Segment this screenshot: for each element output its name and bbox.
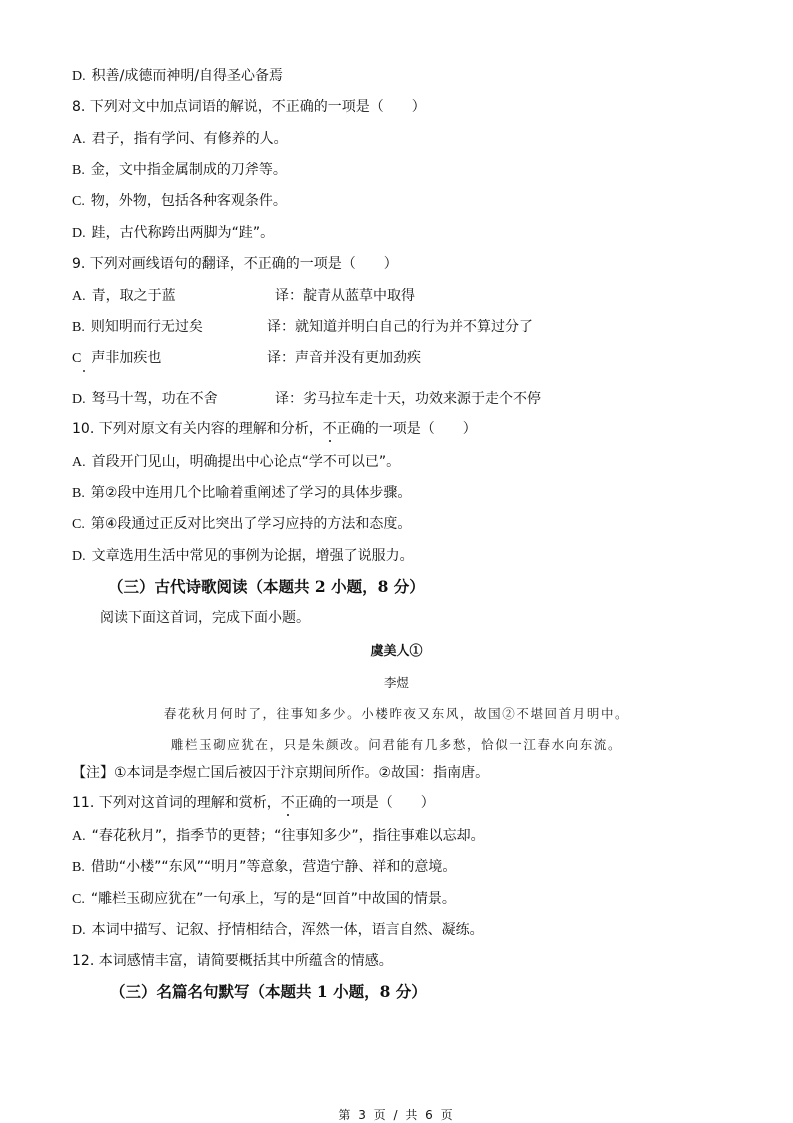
option-label: D. [72,923,86,938]
q8-option-d [72,224,274,243]
stray-dot-mark [83,370,85,372]
option-label: D. [72,549,86,564]
stem-suffix: 正确的一项是（ ） [294,795,435,811]
emphasis-dotted-char: 不 [322,421,337,437]
option-text: 跬，古代称跨出两脚为“跬”。 [91,225,275,241]
option-label: A. [72,455,86,470]
option-translation: 译：劣马拉车走十天，功效来源于走个不停 [275,391,541,407]
q11-option-c [72,890,456,909]
q10-option-c [72,515,411,534]
option-text: 第②段中连用几个比喻着重阐述了学习的具体步骤。 [90,485,412,501]
q9-stem: 9. 下列对画线语句的翻译，不正确的一项是（ ） [72,256,398,272]
stem-prefix: 11. 下列对这首词的理解和赏析， [72,795,281,811]
option-text: 驽马十驾，功在不舍 [91,391,218,407]
section-heading-poetry: （三）古代诗歌阅读（本题共 2 小题，8 分） [108,577,425,596]
q10-option-a [72,453,400,472]
q9-option-d [72,390,792,409]
q11-option-b [72,858,456,877]
option-label: C. [72,517,85,532]
q11-option-d [72,921,484,940]
option-translation: 译：就知道并明白自己的行为并不算过分了 [267,319,533,335]
option-label: D. [72,226,86,241]
option-label: B. [72,860,85,875]
stem-suffix: 正确的一项是（ ） [336,421,477,437]
q8-option-b [72,161,287,180]
stem-prefix: 10. 下列对原文有关内容的理解和分析， [72,421,323,437]
option-label: A. [72,132,86,147]
q10-option-d [72,547,414,566]
q7-option-d [72,67,283,86]
poem-line-2: 雕栏玉砌应犹在，只是朱颜改。问君能有几多愁，恰似一江春水向东流。 [170,737,623,752]
option-label: A. [72,289,86,304]
option-text: 声非加疾也 [91,350,162,366]
page-number: 第 3 页 / 共 6 页 [338,1108,455,1122]
option-text: 金，文中指金属制成的刀斧等。 [90,162,287,178]
option-text: 则知明而行无过矣 [90,319,203,335]
option-text: “春花秋月”，指季节的更替；“往事知多少”，指往事难以忘却。 [91,828,485,844]
option-label: D. [72,392,86,407]
option-label: C [72,351,82,366]
q8-stem: 8. 下列对文中加点词语的解说，不正确的一项是（ ） [72,99,426,115]
option-text: “雕栏玉砌应犹在”一句承上，写的是“回首”中故国的情景。 [90,891,456,907]
option-label: D. [72,69,86,84]
option-translation: 译：靛青从蓝草中取得 [275,288,415,304]
q10-option-b [72,484,411,503]
q10-stem [72,420,477,438]
option-label: C. [72,194,85,209]
q9-option-b [72,318,772,337]
option-text: 青，取之于蓝 [91,288,176,304]
option-translation: 译：声音并没有更加劲疾 [267,350,421,366]
option-text: 积善/成德而神明/自得圣心备焉 [91,68,284,84]
q9-option-c [72,349,772,368]
option-label: B. [72,486,85,501]
section-instruction: 阅读下面这首词，完成下面小题。 [100,610,310,626]
option-text: 首段开门见山，明确提出中心论点“学不可以已”。 [91,454,401,470]
section-heading-recitation: （三）名篇名句默写（本题共 1 小题，8 分） [110,982,427,1001]
emphasis-dotted-char: 不 [280,795,295,811]
q9-option-a [72,287,772,306]
poem-author: 李煜 [383,675,409,690]
q11-stem [72,794,435,812]
option-text: 第④段通过正反对比突出了学习应持的方法和态度。 [90,516,412,532]
q11-option-a [72,827,485,846]
option-text: 借助“小楼”“东风”“明月”等意象，营造宁静、祥和的意境。 [90,859,457,875]
q8-option-a [72,130,288,149]
option-text: 本词中描写、记叙、抒情相结合，浑然一体，语言自然、凝练。 [91,922,484,938]
q8-option-c [72,192,287,211]
option-label: B. [72,163,85,178]
poem-line-1: 春花秋月何时了，往事知多少。小楼昨夜又东风，故国②不堪回首月明中。 [163,706,630,721]
poem-title: 虞美人① [370,644,423,659]
q12-stem: 12. 本词感情丰富，请简要概括其中所蕴含的情感。 [72,953,393,969]
option-label: A. [72,829,86,844]
poem-note: 【注】①本词是李煜亡国后被囚于汴京期间所作。②故国：指南唐。 [72,765,490,781]
option-label: B. [72,320,85,335]
option-text: 文章选用生活中常见的事例为论据，增强了说服力。 [91,548,414,564]
option-text: 物，外物，包括各种客观条件。 [90,193,287,209]
option-text: 君子，指有学问、有修养的人。 [91,131,288,147]
option-label: C. [72,892,85,907]
